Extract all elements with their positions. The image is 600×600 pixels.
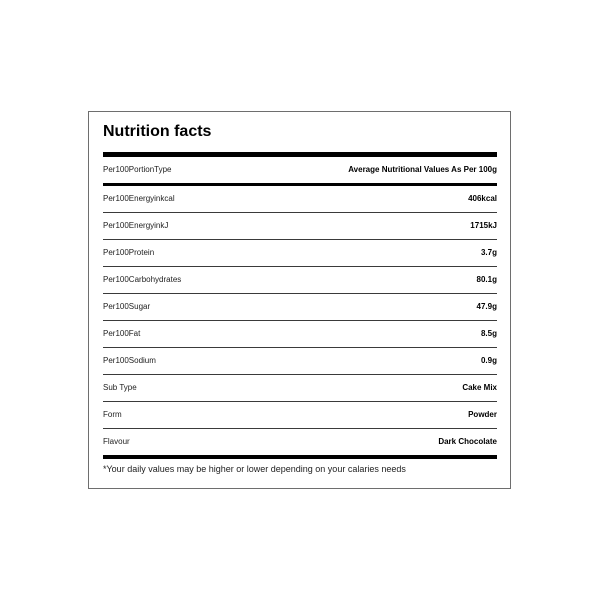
nutrient-row-protein	[103, 240, 497, 267]
nutrition-facts-panel	[88, 111, 511, 489]
attribute-row-sub-type	[103, 375, 497, 402]
attribute-label: Flavour	[103, 437, 130, 446]
panel-title: Nutrition facts	[103, 123, 212, 140]
nutrient-value: 8.5g	[480, 329, 497, 338]
attribute-label: Sub Type	[103, 383, 137, 392]
nutrient-label: Per100Carbohydrates	[103, 275, 182, 284]
nutrient-row-carbohydrates	[103, 267, 497, 294]
nutrient-label: Per100Sugar	[103, 302, 151, 311]
nutrient-row-fat	[103, 321, 497, 348]
nutrient-label: Per100Fat	[103, 329, 141, 338]
nutrient-value: 47.9g	[476, 302, 497, 311]
nutrient-value: 80.1g	[476, 275, 497, 284]
thick-divider-bottom	[103, 455, 497, 459]
header-value: Average Nutritional Values As Per 100g	[348, 165, 497, 174]
nutrient-value: 0.9g	[480, 356, 497, 365]
nutrient-label: Per100Protein	[103, 248, 155, 257]
nutrient-value: 1715kJ	[470, 221, 497, 230]
nutrient-value: 3.7g	[480, 248, 497, 257]
nutrient-row-sodium	[103, 348, 497, 375]
nutrient-label: Per100EnergyinkJ	[103, 221, 169, 230]
attribute-label: Form	[103, 410, 122, 419]
attribute-row-form	[103, 402, 497, 429]
header-label: Per100PortionType	[103, 165, 172, 174]
nutrient-row-energy-kj	[103, 213, 497, 240]
attribute-row-flavour	[103, 429, 497, 455]
nutrient-row-energy-kcal	[103, 186, 497, 213]
nutrient-row-sugar	[103, 294, 497, 321]
attribute-value: Dark Chocolate	[438, 437, 497, 446]
nutrient-value: 406kcal	[468, 194, 497, 203]
header-row	[103, 157, 497, 183]
attribute-value: Powder	[468, 410, 497, 419]
attribute-value: Cake Mix	[462, 383, 497, 392]
nutrient-label: Per100Energyinkcal	[103, 194, 175, 203]
nutrient-label: Per100Sodium	[103, 356, 156, 365]
footnote: *Your daily values may be higher or lower depending on your calaries needs	[103, 464, 406, 474]
